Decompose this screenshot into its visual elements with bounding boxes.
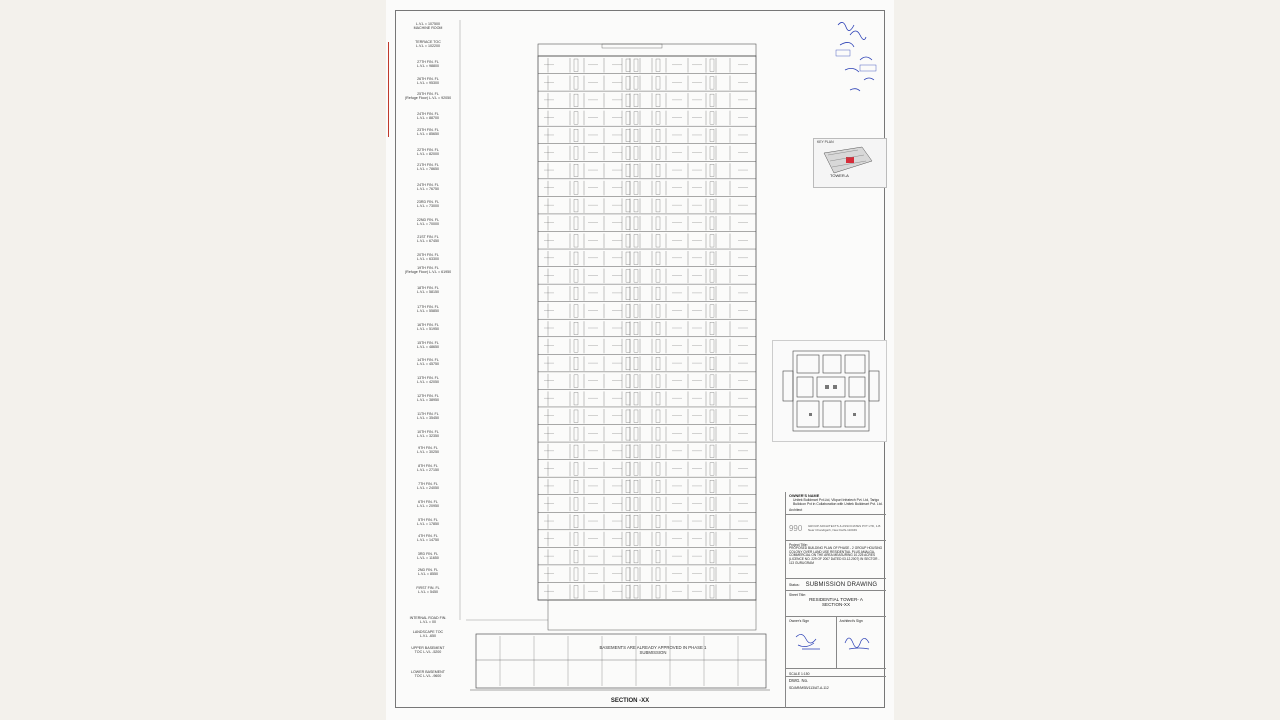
level-name: 21ST FIN. FL xyxy=(417,235,439,239)
section-label: SECTION -XX xyxy=(610,698,650,704)
level-value: L.V.L = 58150 xyxy=(416,290,440,295)
level-name: 7TH FIN. FL xyxy=(418,482,438,486)
level-value: L.V.L = 48650 xyxy=(416,345,440,350)
signature-stamps xyxy=(830,15,885,105)
level-name: 21TH FIN. FL xyxy=(417,163,439,167)
level-name: FIRST FIN. FL xyxy=(416,586,440,590)
level-name: 12TH FIN. FL xyxy=(417,394,439,398)
level-name: UPPER BASEMENT xyxy=(411,646,445,650)
svg-text:990: 990 xyxy=(789,523,803,533)
level-name: L.V.L = 107500 xyxy=(415,22,440,26)
level-name: TERRACE TOC xyxy=(415,40,441,44)
project-label: Project Title: xyxy=(789,543,808,547)
floor-plan-thumbnail xyxy=(772,340,887,442)
level-name: 24TH FIN. FL xyxy=(417,112,439,116)
signature-icon xyxy=(830,15,885,105)
level-value: L.V.L = 32350 xyxy=(416,434,440,439)
level-value: L.V.L = 17850 xyxy=(416,522,440,527)
level-value: L.V.L = 70000 xyxy=(416,222,440,227)
level-name: 24TH FIN. FL xyxy=(417,183,439,187)
level-name: 23RD FIN. FL xyxy=(416,200,440,204)
status-label: Status: xyxy=(789,582,800,587)
level-value: L.V.L = 42050 xyxy=(416,380,440,385)
level-value: L.V.L = 88700 xyxy=(416,116,440,121)
firm-logo-icon xyxy=(789,521,805,535)
level-name: 27TH FIN. FL xyxy=(417,60,439,64)
level-value: L.V.L = 55850 xyxy=(416,309,440,314)
level-value: L.V.L = 76750 xyxy=(416,187,440,192)
sheet-title-label: Sheet Title: xyxy=(789,593,806,597)
level-value: L.V.L = 27150 xyxy=(416,468,440,473)
level-name: LOWER BASEMENT xyxy=(411,670,445,674)
dwg-label: DWG. No. xyxy=(789,678,809,683)
status-value: SUBMISSION DRAWING xyxy=(805,581,878,588)
owner-name: Unitek Buildmart Pvt.Ltd, Vikpuri Infratech Pvt. Ltd, Tarigo Buildcon Pvt in Collaboration with Unitek Buildmart Pvt. Ltd. xyxy=(793,498,883,506)
floor-plan-icon xyxy=(773,341,886,441)
level-name: 10TH FIN. FL xyxy=(417,430,439,434)
level-value: L.V.L = 20950 xyxy=(416,504,440,509)
level-name: 5TH FIN. FL xyxy=(418,518,438,522)
level-value: L.V.L = 51950 xyxy=(416,327,440,332)
level-value: L.V.L = 14750 xyxy=(416,538,440,543)
level-value: L.V.L -650 xyxy=(419,634,437,639)
level-value: L.V.L = 78650 xyxy=(416,167,440,172)
level-value: MACHINE ROOM xyxy=(413,26,443,31)
level-value: L.V.L = 82000 xyxy=(416,152,440,157)
level-name: 6TH FIN. FL xyxy=(418,500,438,504)
key-plan xyxy=(813,138,887,188)
level-value: (Refuge Floor) L.V.L = 92050 xyxy=(404,96,452,101)
level-name: 3RD FIN. FL xyxy=(417,552,439,556)
basement-note: BASEMENTS ARE ALREADY APPROVED IN PHASE 1 SUBMISSION xyxy=(599,645,707,655)
level-name: 16TH FIN. FL xyxy=(417,323,439,327)
owner-sign-label: Owner's Sign xyxy=(789,619,810,623)
level-name: 26TH FIN. FL xyxy=(417,77,439,81)
level-value: TOC L.V.L -5200 xyxy=(414,650,442,655)
level-value: L.V.L = 24050 xyxy=(416,486,440,491)
architect-signature-icon xyxy=(841,627,881,657)
level-value: L.V.L = 11650 xyxy=(417,556,439,561)
level-name: 20TH FIN. FL xyxy=(417,253,439,257)
scale-label: SCALE 1:150 xyxy=(789,672,810,676)
level-value: L.V.L = 73000 xyxy=(416,204,440,209)
level-name: 23TH FIN. FL xyxy=(417,128,439,132)
level-name: 19TH FIN. FL xyxy=(417,266,439,270)
sheet-title: RESIDENTIAL TOWER- A SECTION-XX xyxy=(809,597,863,607)
title-block xyxy=(785,492,886,708)
dwg-number: SD/AR/MSB/113/AT-A-112 xyxy=(789,686,829,690)
level-name: 22ND FIN. FL xyxy=(416,218,440,222)
level-value: L.V.L = 63300 xyxy=(416,257,440,262)
level-name: 14TH FIN. FL xyxy=(417,358,439,362)
owner-signature-icon xyxy=(792,627,832,657)
level-value: (Refuge Floor) L.V.L = 61950 xyxy=(404,270,452,275)
level-name: INTERNAL ROAD FIN. xyxy=(409,616,447,620)
level-name: 4TH FIN. FL xyxy=(418,534,438,538)
owner-label: OWNER'S NAME xyxy=(789,494,820,498)
level-value: L.V.L = 85650 xyxy=(416,132,440,137)
level-name: 18TH FIN. FL xyxy=(417,286,439,290)
project-title: PROPOSED BUILDING PLAN OF PHASE - 2 GROUP HOUSING COLONY OVER LAND USE RESIDENTIAL PLUS AMALGA-COMMERCIAL ON THE AREA MEASURING 10.225 ACRES (LICENCE NO. 229 OF 2007 DATED 03.12.2007) IN SECTOR - 113 GURUGRAM xyxy=(789,546,883,565)
level-value: L.V.L = 67450 xyxy=(416,239,440,244)
level-name: 25TH FIN. FL xyxy=(417,92,439,96)
level-name: 22TH FIN. FL xyxy=(417,148,439,152)
level-name: LANDSCAPE TOC xyxy=(412,630,444,634)
architect-label: Architect xyxy=(789,508,803,512)
level-name: 17TH FIN. FL xyxy=(417,305,439,309)
level-value: L.V.L = 5450 xyxy=(417,590,439,595)
level-name: 9TH FIN. FL xyxy=(418,446,438,450)
key-plan-tower-label: TOWER-A xyxy=(830,173,849,178)
level-value: TOC L.V.L -9600 xyxy=(414,674,442,679)
level-name: 8TH FIN. FL xyxy=(418,464,438,468)
architect-sign-label: Architect's Sign xyxy=(839,619,863,623)
level-name: 15TH FIN. FL xyxy=(417,341,439,345)
level-name: 13TH FIN. FL xyxy=(417,376,439,380)
level-value: L.V.L = 35450 xyxy=(416,416,440,421)
level-value: L.V.L = 45750 xyxy=(416,362,440,367)
level-value: L.V.L = 00 xyxy=(419,620,437,625)
level-value: L.V.L = 95300 xyxy=(416,81,440,86)
level-value: L.V.L = 38950 xyxy=(416,398,440,403)
firm-details: GROUP ARCHITECTS & ASSOCIATES PVT LTD, 1-B Near Chandigarh, New Delhi-110049 xyxy=(807,523,881,532)
level-value: L.V.L = 102200 xyxy=(415,44,440,49)
site-plan-icon xyxy=(814,139,886,187)
level-name: 11TH FIN. FL xyxy=(417,412,439,416)
level-value: L.V.L = 8550 xyxy=(417,572,439,577)
level-name: 2ND FIN. FL xyxy=(417,568,439,572)
level-value: L.V.L = 98800 xyxy=(416,64,440,69)
level-value: L.V.L = 30250 xyxy=(416,450,440,455)
key-plan-title: KEY PLAN xyxy=(817,140,834,144)
